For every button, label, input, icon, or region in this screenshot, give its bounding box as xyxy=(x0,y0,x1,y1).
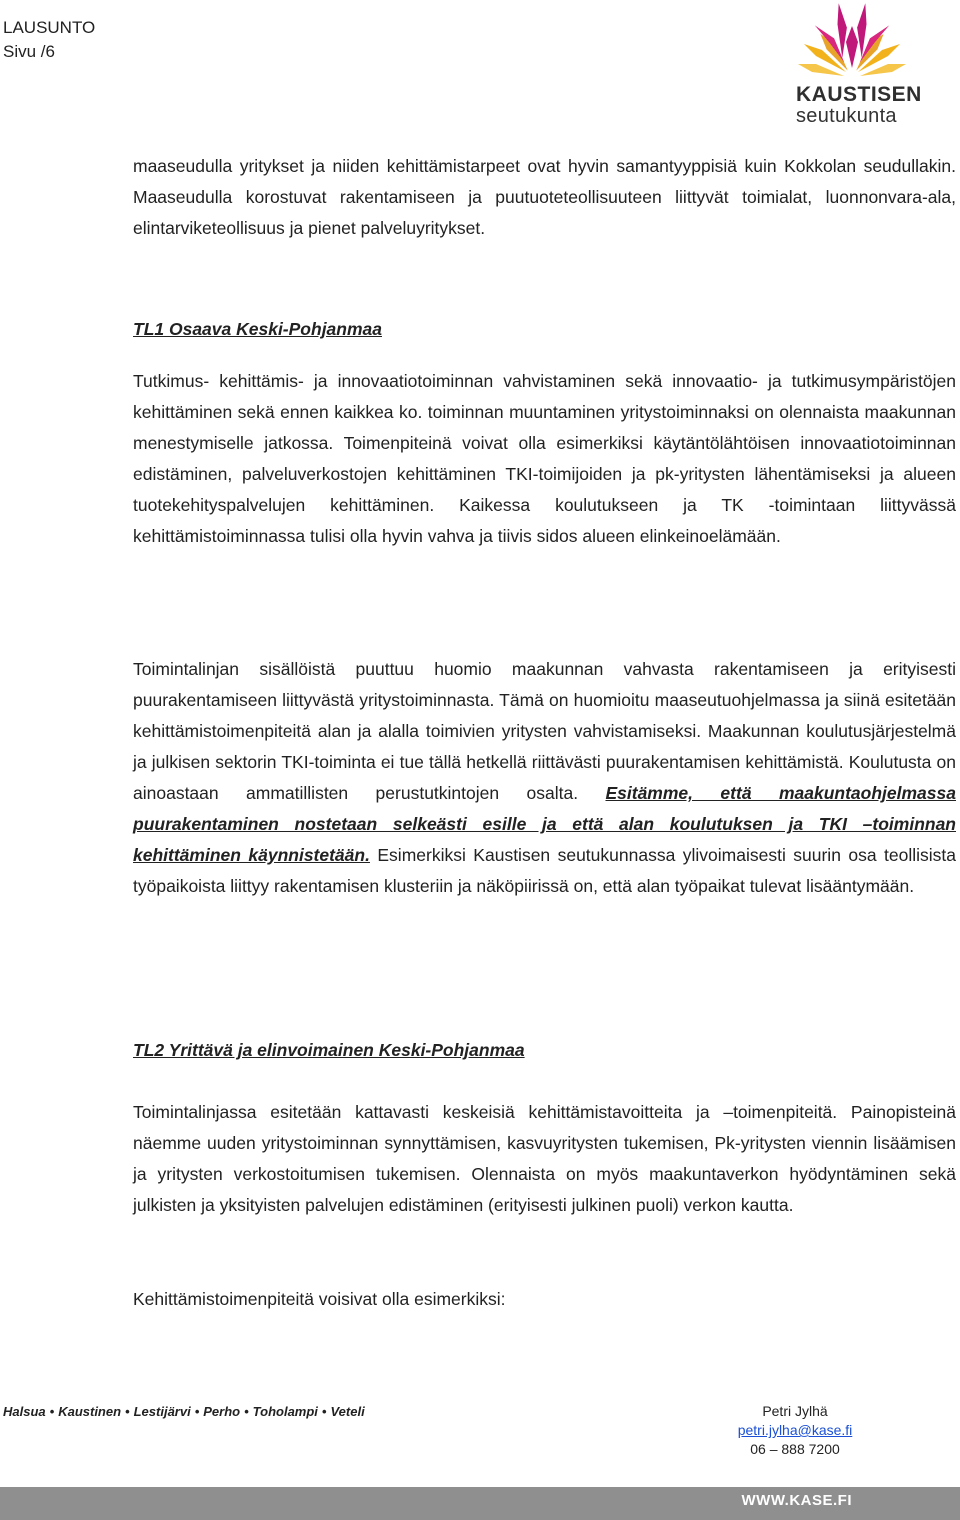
contact-name: Petri Jylhä xyxy=(762,1403,828,1419)
section-tl2 xyxy=(133,1035,956,1066)
separator-dot: • xyxy=(49,1404,55,1419)
town-name: Kaustinen xyxy=(58,1404,122,1419)
logo-wordmark xyxy=(796,84,920,126)
document-header xyxy=(3,16,95,64)
paragraph-2-block xyxy=(133,366,956,552)
paragraph-3-block xyxy=(133,654,956,902)
separator-dot: • xyxy=(244,1404,249,1419)
document-type: LAUSUNTO xyxy=(3,18,96,37)
footer-towns xyxy=(3,1404,365,1419)
town-name: Halsua xyxy=(3,1404,46,1419)
section-tl1 xyxy=(133,314,956,345)
separator-dot: • xyxy=(194,1404,200,1419)
paragraph-3-emphasis: Esitämme, että maakuntaohjelmassa puurakentaminen nostetaan selkeästi esille ja että alan koulutuksen ja TKI –toiminnan kehittäminen käynnistetään. xyxy=(133,783,956,865)
paragraph-3-text-b: Esimerkiksi Kaustisen seutukunnassa ylivoimaisesti suurin osa teollisista työpaikoista liittyy rakentamisen klusteriin ja näköpiirissä on, että alan työpaikat tulevat lisääntymään. xyxy=(133,845,956,896)
town-name: Veteli xyxy=(330,1404,365,1419)
heading-tl2: TL2 Yrittävä ja elinvoimainen Keski-Pohjanmaa xyxy=(133,1040,525,1060)
paragraph-4: Toimintalinjassa esitetään kattavasti keskeisiä kehittämistavoitteita ja –toimenpiteitä. Painopisteinä näemme uuden yritystoiminnan synnyttämisen, kasvuyritysten tukemisen, Pk-yritysten viennin lisäämisen ja yritysten verkostoitumisen tukemisen. Olennaista on myös maakuntaverkon hyödyntäminen sekä julkisten ja yksityisten palvelujen edistäminen (erityisesti julkinen puoli) verkon kautta. xyxy=(133,1102,956,1215)
paragraph-3 xyxy=(133,654,956,902)
footer-contact xyxy=(700,1402,890,1459)
logo-line-1: KAUSTISEN xyxy=(796,83,922,106)
contact-phone: 06 – 888 7200 xyxy=(750,1441,840,1457)
heading-tl1: TL1 Osaava Keski-Pohjanmaa xyxy=(133,319,382,339)
paragraph-3-text-a: Toimintalinjan sisällöistä puuttuu huomio maakunnan vahvasta rakentamiseen ja erityisesti puurakentamiseen liittyvästä yritystoiminnasta. Tämä on huomioitu maaseutuohjelmassa ja siinä esitetään kehittämistoimenpiteitä alan ja alalla toimivien yritysten vahvistamiseksi. Maakunnan koulutusjärjestelmä ja julkisen sektorin TKI-toiminta ei tue tällä hetkellä riittävästi puurakentamisen kehittämistä. Koulutusta on ainoastaan ammatillisten perustutkintojen osalta. xyxy=(133,659,956,803)
paragraph-2: Tutkimus- kehittämis- ja innovaatiotoiminnan vahvistaminen sekä innovaatio- ja tutkimusympäristöjen kehittäminen sekä ennen kaikkea ko. toiminnan muuntaminen yritystoiminnaksi on olennaista maakunnan menestymiselle jatkossa. Toimenpiteinä voivat olla esimerkiksi käytäntölähtöisen innovaatiotoiminnan edistäminen, palveluverkostojen kehittäminen TKI-toimijoiden ja pk-yritysten lähentämiseksi ja alueen tuotekehityspalvelujen kehittäminen. Kaikessa koulutukseen ja TK -toimintaan liittyvässä kehittämistoiminnassa tulisi olla hyvin vahva ja tiivis sidos alueen elinkeinoelämään. xyxy=(133,371,956,546)
separator-dot: • xyxy=(321,1404,327,1419)
separator-dot: • xyxy=(125,1404,130,1419)
logo-line-2: seutukunta xyxy=(796,105,897,127)
footer-website-url: WWW.KASE.FI xyxy=(741,1492,852,1509)
paragraph-5-block xyxy=(133,1284,956,1315)
town-name: Lestijärvi xyxy=(133,1404,191,1419)
contact-email-link[interactable]: petri.jylha@kase.fi xyxy=(737,1422,853,1438)
paragraph-5: Kehittämistoimenpiteitä voisivat olla esimerkiksi: xyxy=(133,1289,506,1309)
paragraph-1: maaseudulla yritykset ja niiden kehittämistarpeet ovat hyvin samantyyppisiä kuin Kokkolan seudullakin. Maaseudulla korostuvat rakentamiseen ja puutuoteteollisuuteen liittyvät toimialat, luonnonvara-ala, elintarviketeollisuus ja pienet palveluyritykset. xyxy=(133,156,956,238)
town-name: Toholampi xyxy=(252,1404,318,1419)
paragraph-4-block xyxy=(133,1097,956,1221)
town-name: Perho xyxy=(203,1404,241,1419)
page-number: Sivu /6 xyxy=(3,42,55,61)
paragraph-intro-block xyxy=(133,151,956,244)
